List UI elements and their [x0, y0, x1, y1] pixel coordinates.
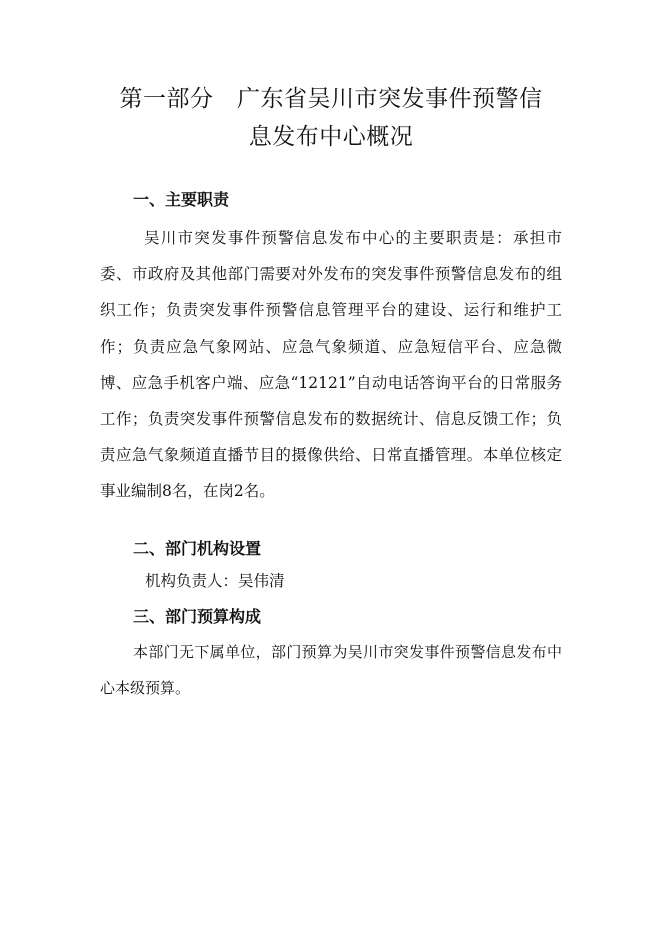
- section-heading-budget-composition: 三、部门预算构成: [133, 607, 262, 626]
- page-title-line-2: 息发布中心概况: [248, 124, 414, 150]
- section-body-organization: 机构负责人：吴伟清: [145, 572, 285, 590]
- section-heading-main-duties: 一、主要职责: [133, 190, 230, 209]
- section-heading-organization: 二、部门机构设置: [133, 539, 262, 558]
- page-title: [100, 80, 562, 156]
- page-title-line-1: 第一部分 广东省吴川市突发事件预警信: [119, 86, 543, 112]
- section-body-budget-composition: 本部门无下属单位，部门预算为吴川市突发事件预警信息发布中心本级预算。: [100, 643, 562, 697]
- section-body-main-duties: 吴川市突发事件预警信息发布中心的主要职责是：承担市委、市政府及其他部门需要对外发布的突发事件预警信息发布的组织工作；负责突发事件预警信息管理平台的建设、运行和维护工作；负责应急气象网站、应急气象频道、应急短信平台、应急微博、应急手机客户端、应急“12121”自动电话答询平台的日常服务工作；负责突发事件预警信息发布的数据统计、信息反馈工作；负责应急气象频道直播节目的摄像供给、日常直播管理。本单位核定事业编制8名，在岗2名。: [100, 229, 562, 501]
